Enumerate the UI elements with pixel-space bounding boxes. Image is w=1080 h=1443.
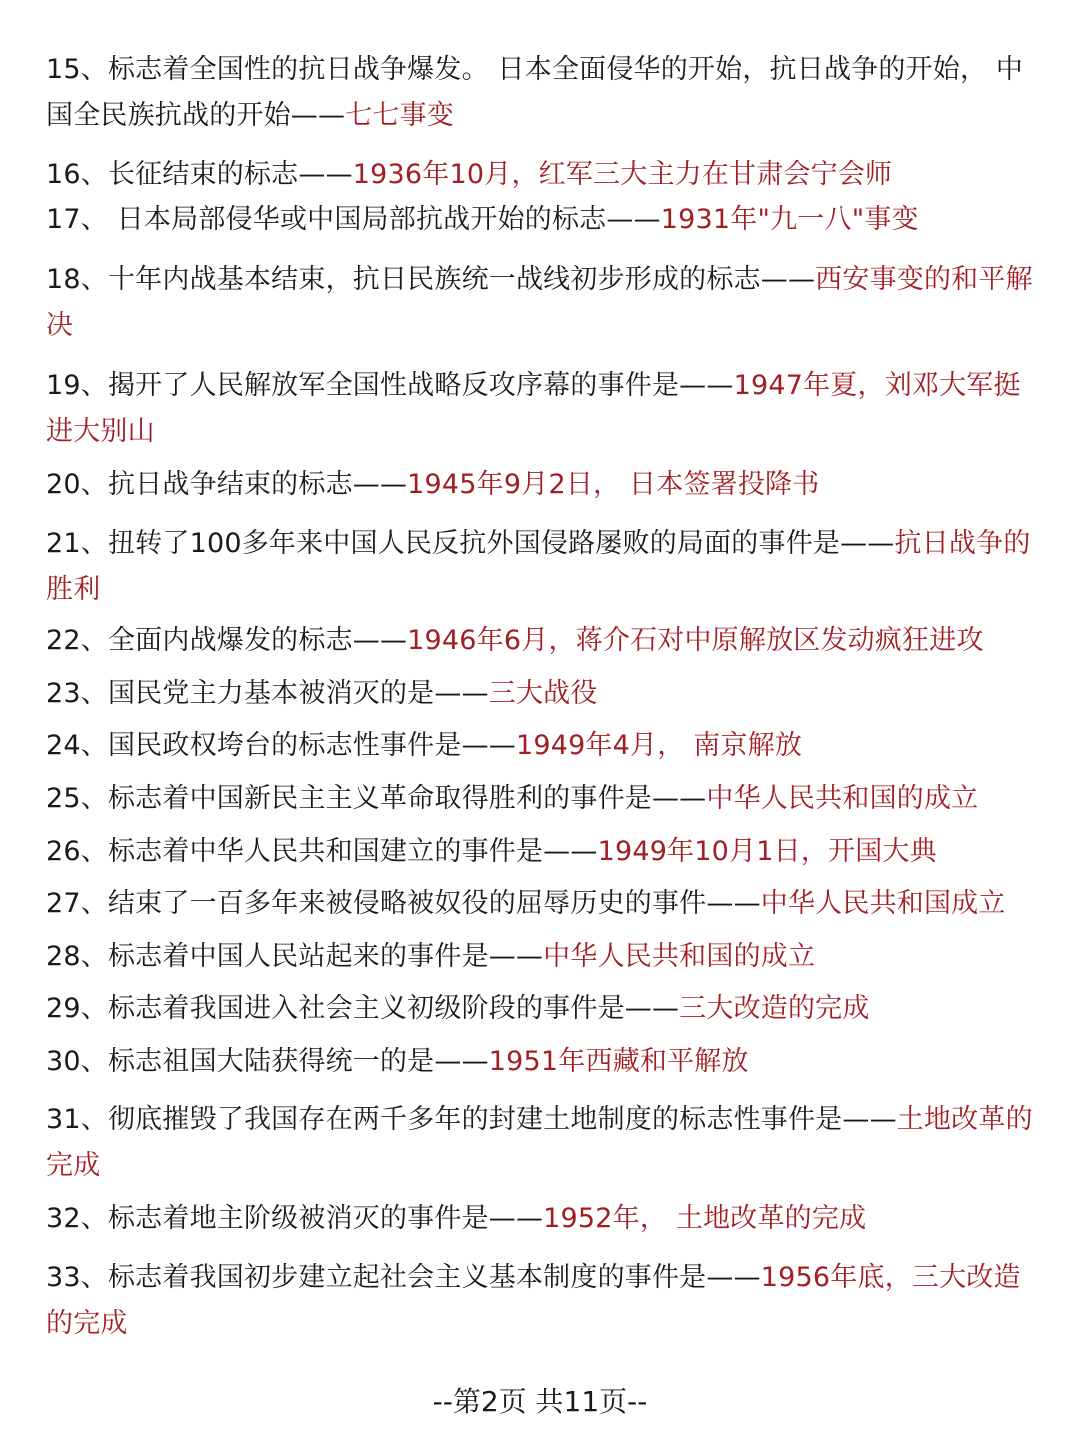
list-item [46, 934, 1036, 980]
list-item [46, 671, 1036, 717]
item-number: 24、 [46, 730, 108, 761]
item-answer: 1931年"九一八"事变 [660, 204, 919, 235]
item-number: 16、 [46, 159, 108, 190]
item-answer: 1949年4月， 南京解放 [515, 730, 803, 761]
item-number: 33、 [46, 1262, 108, 1293]
item-answer: 1947年夏，刘邓大军挺进大别山 [46, 370, 1021, 447]
item-question: 彻底摧毁了我国存在两千多年的封建土地制度的标志性事件是—— [107, 1104, 897, 1135]
list-item [46, 881, 1036, 927]
item-answer: 七七事变 [345, 100, 455, 131]
item-answer: 1946年6月，蒋介石对中原解放区发动疯狂进攻 [407, 625, 984, 656]
item-question: 扭转了100多年来中国人民反抗外国侵路屡败的局面的事件是—— [107, 528, 895, 559]
item-number: 23、 [46, 678, 108, 709]
list-item [46, 776, 1036, 822]
item-question: 标志着我国初步建立起社会主义基本制度的事件是—— [107, 1262, 761, 1293]
list-item [46, 521, 1036, 613]
list-item [46, 197, 1036, 243]
item-question: 标志着全国性的抗日战争爆发。 日本全面侵华的开始，抗日战争的开始， 中国全民族抗战的开始—— [46, 54, 1024, 131]
item-question: 结束了一百多年来被侵略被奴役的屈辱历史的事件—— [107, 888, 761, 919]
item-number: 25、 [46, 783, 108, 814]
item-answer: 中华人民共和国的成立 [706, 783, 979, 814]
list-item [46, 257, 1036, 349]
item-question: 国民政权垮台的标志性事件是—— [107, 730, 516, 761]
item-answer: 抗日战争的胜利 [46, 528, 1031, 605]
list-item [46, 47, 1036, 139]
item-question: 十年内战基本结束，抗日民族统一战线初步形成的标志—— [107, 264, 816, 295]
item-answer: 1945年9月2日， 日本签署投降书 [407, 469, 820, 500]
item-number: 21、 [46, 528, 108, 559]
item-answer: 三大改造的完成 [679, 993, 870, 1024]
item-question: 长征结束的标志—— [107, 159, 353, 190]
item-number: 18、 [46, 264, 108, 295]
list-item [46, 1255, 1036, 1347]
item-answer: 中华人民共和国的成立 [543, 941, 816, 972]
item-number: 27、 [46, 888, 108, 919]
list-item [46, 1039, 1036, 1085]
item-question: 揭开了人民解放军全国性战略反攻序幕的事件是—— [107, 370, 734, 401]
item-question: 标志着中国新民主主义革命取得胜利的事件是—— [107, 783, 707, 814]
item-number: 15、 [46, 54, 108, 85]
item-answer: 1952年， 土地改革的完成 [543, 1203, 867, 1234]
item-answer: 1949年10月1日，开国大典 [597, 836, 937, 867]
list-item [46, 986, 1036, 1032]
item-number: 26、 [46, 836, 108, 867]
item-number: 20、 [46, 469, 108, 500]
item-number: 17、 [46, 204, 108, 235]
item-number: 28、 [46, 941, 108, 972]
list-item [46, 829, 1036, 875]
list-item [46, 462, 1036, 508]
list-item [46, 1097, 1036, 1189]
item-question: 标志着我国进入社会主义初级阶段的事件是—— [107, 993, 680, 1024]
item-question: 标志祖国大陆获得统一的是—— [107, 1046, 489, 1077]
item-question: 标志着地主阶级被消灭的事件是—— [107, 1203, 544, 1234]
item-answer: 1956年底，三大改造的完成 [46, 1262, 1021, 1339]
item-answer: 西安事变的和平解决 [46, 264, 1033, 341]
item-answer: 三大战役 [488, 678, 598, 709]
item-question: 抗日战争结束的标志—— [107, 469, 408, 500]
list-item [46, 1196, 1036, 1242]
page-footer: --第2页 共11页-- [432, 1385, 648, 1418]
item-question: 全面内战爆发的标志—— [107, 625, 408, 656]
list-item [46, 723, 1036, 769]
item-number: 29、 [46, 993, 108, 1024]
item-answer: 土地改革的完成 [46, 1104, 1033, 1181]
item-question: 国民党主力基本被消灭的是—— [107, 678, 489, 709]
item-answer: 中华人民共和国成立 [760, 888, 1006, 919]
item-answer: 1951年西藏和平解放 [488, 1046, 749, 1077]
item-question: 日本局部侵华或中国局部抗战开始的标志—— [107, 204, 661, 235]
list-item [46, 618, 1036, 664]
item-number: 32、 [46, 1203, 108, 1234]
item-number: 30、 [46, 1046, 108, 1077]
item-answer: 1936年10月，红军三大主力在甘肃会宁会师 [352, 159, 893, 190]
item-question: 标志着中华人民共和国建立的事件是—— [107, 836, 598, 867]
list-item [46, 152, 1036, 198]
item-number: 31、 [46, 1104, 108, 1135]
item-number: 22、 [46, 625, 108, 656]
item-number: 19、 [46, 370, 108, 401]
list-item [46, 363, 1036, 455]
item-question: 标志着中国人民站起来的事件是—— [107, 941, 544, 972]
